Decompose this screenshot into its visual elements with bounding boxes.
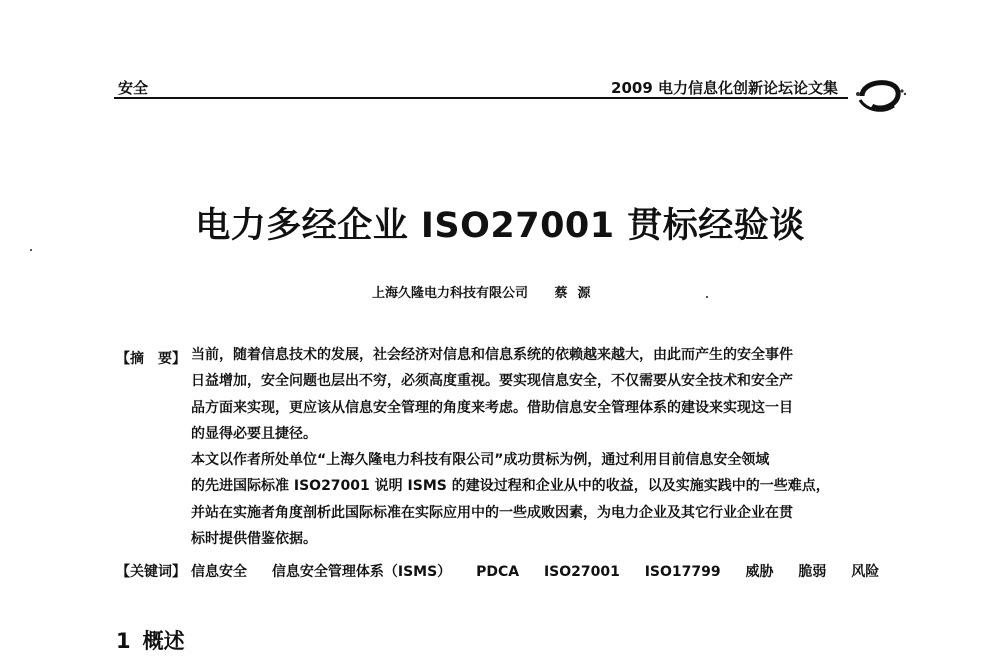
header-section-label: 安全 [118, 79, 149, 97]
section-heading [116, 625, 185, 655]
author-name: 蔡源 [554, 286, 601, 301]
section-title: 概述 [142, 629, 185, 653]
abstract-line: 本文以作者所处单位“上海久隆电力科技有限公司”成功贯标为例，通过利用目前信息安全领域 [191, 452, 770, 468]
keyword: ISO27001 [543, 564, 620, 580]
section-number: 1 [116, 629, 131, 653]
abstract-line: 的先进国际标准 ISO27001 说明 ISMS 的建设过程和企业从中的收益，以及实施实践中的一些难点， [191, 478, 830, 494]
keyword: 威胁 [745, 564, 774, 580]
keyword: 信息安全 [191, 564, 247, 580]
keywords-label: 【关键词】 [116, 564, 186, 580]
abstract-label: 【摘 要】 [116, 351, 186, 367]
scan-speck [706, 296, 708, 298]
abstract-line: 日益增加，安全问题也层出不穷，必须高度重视。要实现信息安全，不仅需要从安全技术和安全产 [191, 373, 793, 389]
header-journal-title: 2009 电力信息化创新论坛论文集 [611, 79, 838, 97]
author-affiliation: 上海久隆电力科技有限公司 [372, 286, 529, 301]
abstract-line: 当前，随着信息技术的发展，社会经济对信息和信息系统的依赖越来越大，由此而产生的安全事件 [191, 347, 793, 363]
author-line [372, 282, 601, 301]
abstract-line: 并站在实施者角度剖析此国际标准在实际应用中的一些成败因素，为电力企业及其它行业企业在贯 [191, 505, 793, 521]
abstract-line: 标时提供借鉴依据。 [191, 531, 317, 547]
journal-logo-icon [852, 70, 908, 116]
keyword: 信息安全管理体系（ISMS） [271, 564, 452, 580]
keyword: 脆弱 [798, 564, 827, 580]
scan-speck [30, 249, 32, 251]
article-title: 电力多经企业 ISO27001 贯标经验谈 [195, 206, 805, 246]
keyword: 风险 [851, 564, 880, 580]
keyword: PDCA [476, 564, 520, 580]
header-rule [114, 97, 848, 99]
keyword: ISO17799 [644, 564, 721, 580]
keywords-list [191, 561, 899, 581]
abstract-line: 的显得必要且捷径。 [191, 426, 317, 442]
abstract-line: 品方面来实现，更应该从信息安全管理的角度来考虑。借助信息安全管理体系的建设来实现这一目 [191, 400, 793, 416]
